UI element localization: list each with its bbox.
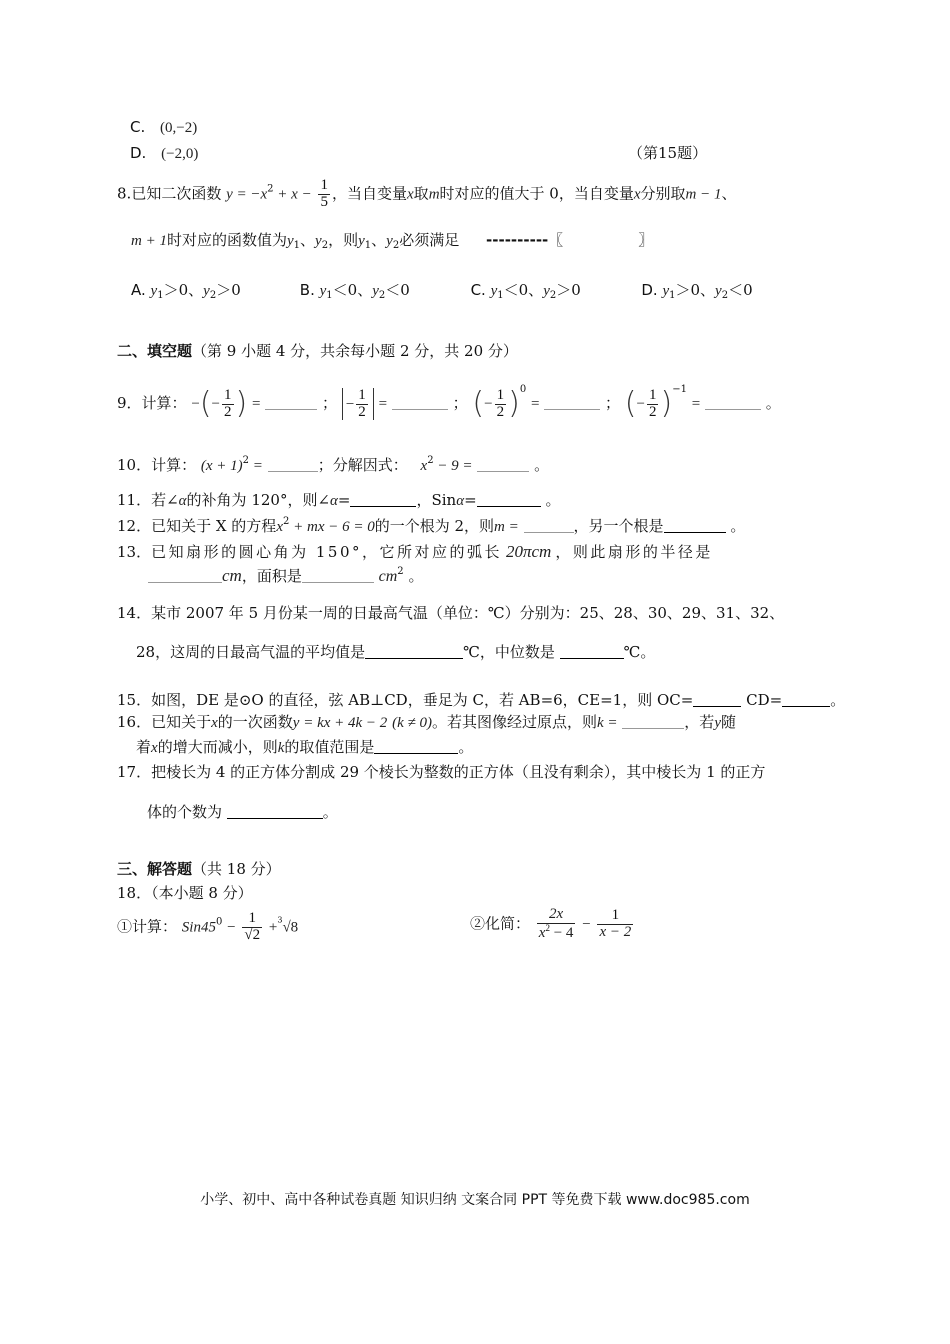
q8-var-m: m	[428, 186, 440, 203]
q12-blank-2[interactable]	[664, 518, 726, 533]
q9-blank-4[interactable]	[705, 395, 761, 410]
q11-blank-2[interactable]	[477, 492, 541, 507]
q18-part2: ②化简： $\frac{2x}{x^2 - 4}$ − $\frac{1}{x - 2}$	[470, 906, 632, 941]
q8-fraction-num: 1	[320, 177, 328, 193]
q12-line: 12．已知关于 X 的方程$x^2$ + mx − 6 = 0的一个根为 2，则m = ，另一个根是 。	[117, 516, 746, 535]
section-3-heading	[117, 860, 281, 878]
q8-m-minus: m − 1	[685, 186, 722, 203]
q8-text-9: 必须满足	[399, 231, 460, 249]
q10-line: 10．计算： $(x + 1)^2$ = ；分解因式： $x^2 - 9$ = 。	[117, 455, 550, 474]
q17-line2: 体的个数为 。	[147, 803, 338, 821]
q7-option-c-label: C.	[130, 118, 146, 136]
q9-line: 9．计算： −(− $\frac{1}{2}$ ) = ； − $\frac{1}{2}$ = ； (− $\frac{1}{2}$ )$^0$ = ； (− $\frac{1}{2}$ )$^{-1}$ = 。	[117, 384, 781, 421]
section-2-title: 二、填空题	[117, 342, 193, 360]
q8-options	[131, 281, 753, 302]
q8-function-exp: 2	[267, 183, 274, 195]
q7-option-d	[130, 144, 198, 163]
q8-option-d: D. $y_1>0$、$y_2<0$	[641, 281, 753, 301]
q14-line1: 14．某市 2007 年 5 月份某一周的日最高气温（单位：℃）分别为：25、28、30、29、31、32、	[117, 604, 785, 622]
q8-var-x: x	[407, 186, 414, 203]
section-2-note: （第 9 小题 4 分，共余每小题 2 分，共 20 分）	[192, 342, 518, 360]
q9-abs: − $\frac{1}{2}$	[342, 388, 374, 421]
q7-option-c	[130, 118, 197, 137]
q16-line1: 16．已知关于x的一次函数y = kx + 4k − 2 (k ≠ 0)。若其图像经过原点，则k = ，若y随	[117, 713, 736, 731]
q18-part1-lead: ①计算：	[117, 917, 178, 936]
section-3-note: （共 18 分）	[192, 860, 281, 878]
q8-fraction	[318, 178, 330, 211]
q9-blank-1[interactable]	[265, 395, 317, 410]
q9-blank-3[interactable]	[544, 395, 600, 410]
section-3-title: 三、解答题	[117, 860, 193, 878]
q18-part1: ①计算： $Sin45^0$ − $\frac{1}{√2}$ +$^3$√8	[117, 910, 299, 943]
q8-option-c: C. $y_1<0$、$y_2>0$	[470, 281, 581, 301]
q9-blank-2[interactable]	[392, 395, 448, 410]
q8-m-plus: m + 1	[131, 233, 167, 249]
q8-var-x2: x	[633, 186, 641, 203]
q15-line: 15．如图，DE 是⊙O 的直径，弦 AB⊥CD，垂足为 C，若 AB=6，CE=1，则 OC= CD= 。	[117, 691, 846, 709]
q8-text-1: 已知二次函数	[131, 184, 222, 203]
q8-text-2: ，当自变量	[331, 184, 407, 203]
q16-blank-1[interactable]	[622, 714, 684, 729]
section-2-heading	[117, 342, 518, 360]
q14-line2: 28，这周的日最高气温的平均值是 ℃，中位数是 ℃。	[136, 643, 656, 661]
q8-fraction-den: 5	[320, 193, 328, 210]
q13-blank-2[interactable]	[302, 568, 374, 583]
q8-text-6: 、	[721, 184, 737, 203]
q11-line: 11．若∠α的补角为 120°，则∠α= ，Sinα= 。	[117, 491, 561, 509]
q10-blank-1[interactable]	[268, 457, 318, 472]
q14-blank-2[interactable]	[560, 644, 624, 659]
q8-option-a: A. $y_1>0$、$y_2>0$	[131, 281, 241, 301]
figure-caption: （第15题）	[628, 144, 708, 162]
q9-number: 9．	[117, 394, 142, 412]
q8-function-mid: + x −	[273, 186, 312, 203]
q13-line1: 13．已知扇形的圆心角为 150°，它所对应的弧长 20πcm ，则此扇形的半径是	[117, 542, 713, 561]
q8-text-8: ，则	[328, 231, 359, 249]
q15-blank-1[interactable]	[693, 692, 741, 707]
q8-option-b: B. $y_1<0$、$y_2<0$	[299, 281, 410, 301]
footer-text: 小学、初中、高中各种试卷真题 知识归纳 文案合同 PPT 等免费下载 www.doc985.com	[200, 1192, 750, 1208]
q17-blank[interactable]	[227, 804, 323, 819]
q7-option-d-expr: (−2,0)	[161, 146, 199, 162]
q7-option-d-label: D.	[130, 144, 147, 162]
q8-text-7: 时对应的函数值为	[166, 231, 287, 249]
q8-text-5: 分别取	[640, 184, 686, 203]
q8-number: 8.	[117, 184, 132, 203]
q8-text-3: 取	[413, 184, 429, 203]
q13-blank-1[interactable]	[148, 568, 222, 583]
q8-function-lhs: y = −x	[226, 186, 268, 203]
q18-part2-lead: ②化简：	[470, 914, 531, 933]
q7-option-c-expr: (0,−2)	[160, 120, 198, 136]
q14-blank-1[interactable]	[365, 644, 463, 659]
q8-bracket: 〖 〗	[548, 231, 654, 249]
q11-blank-1[interactable]	[350, 492, 416, 507]
q8-line2: m + 1时对应的函数值为$y_1$、$y_2$，则$y_1$、$y_2$必须满足 ----------〖 〗	[131, 231, 654, 251]
q8-line1	[117, 178, 737, 211]
q10-blank-2[interactable]	[477, 457, 529, 472]
q17-line1: 17．把棱长为 4 的正方体分割成 29 个棱长为整数的正方体（且没有剩余），其中棱长为 1 的正方	[117, 763, 766, 781]
q16-line2: 着x的增大而减小，则k的取值范围是 。	[136, 738, 474, 756]
q9-lead: 计算：	[141, 394, 187, 412]
q10-number: 10．	[117, 456, 152, 474]
q16-blank-2[interactable]	[374, 739, 458, 754]
q15-blank-2[interactable]	[782, 692, 830, 707]
q13-line2: cm，面积是 $cm^2$ 。	[148, 566, 423, 586]
q18-heading: 18．（本小题 8 分）	[117, 884, 253, 902]
q8-dashes: ----------	[486, 231, 549, 249]
q8-text-4: 时对应的值大于 0，当自变量	[439, 184, 634, 203]
q12-blank-1[interactable]	[524, 518, 574, 533]
